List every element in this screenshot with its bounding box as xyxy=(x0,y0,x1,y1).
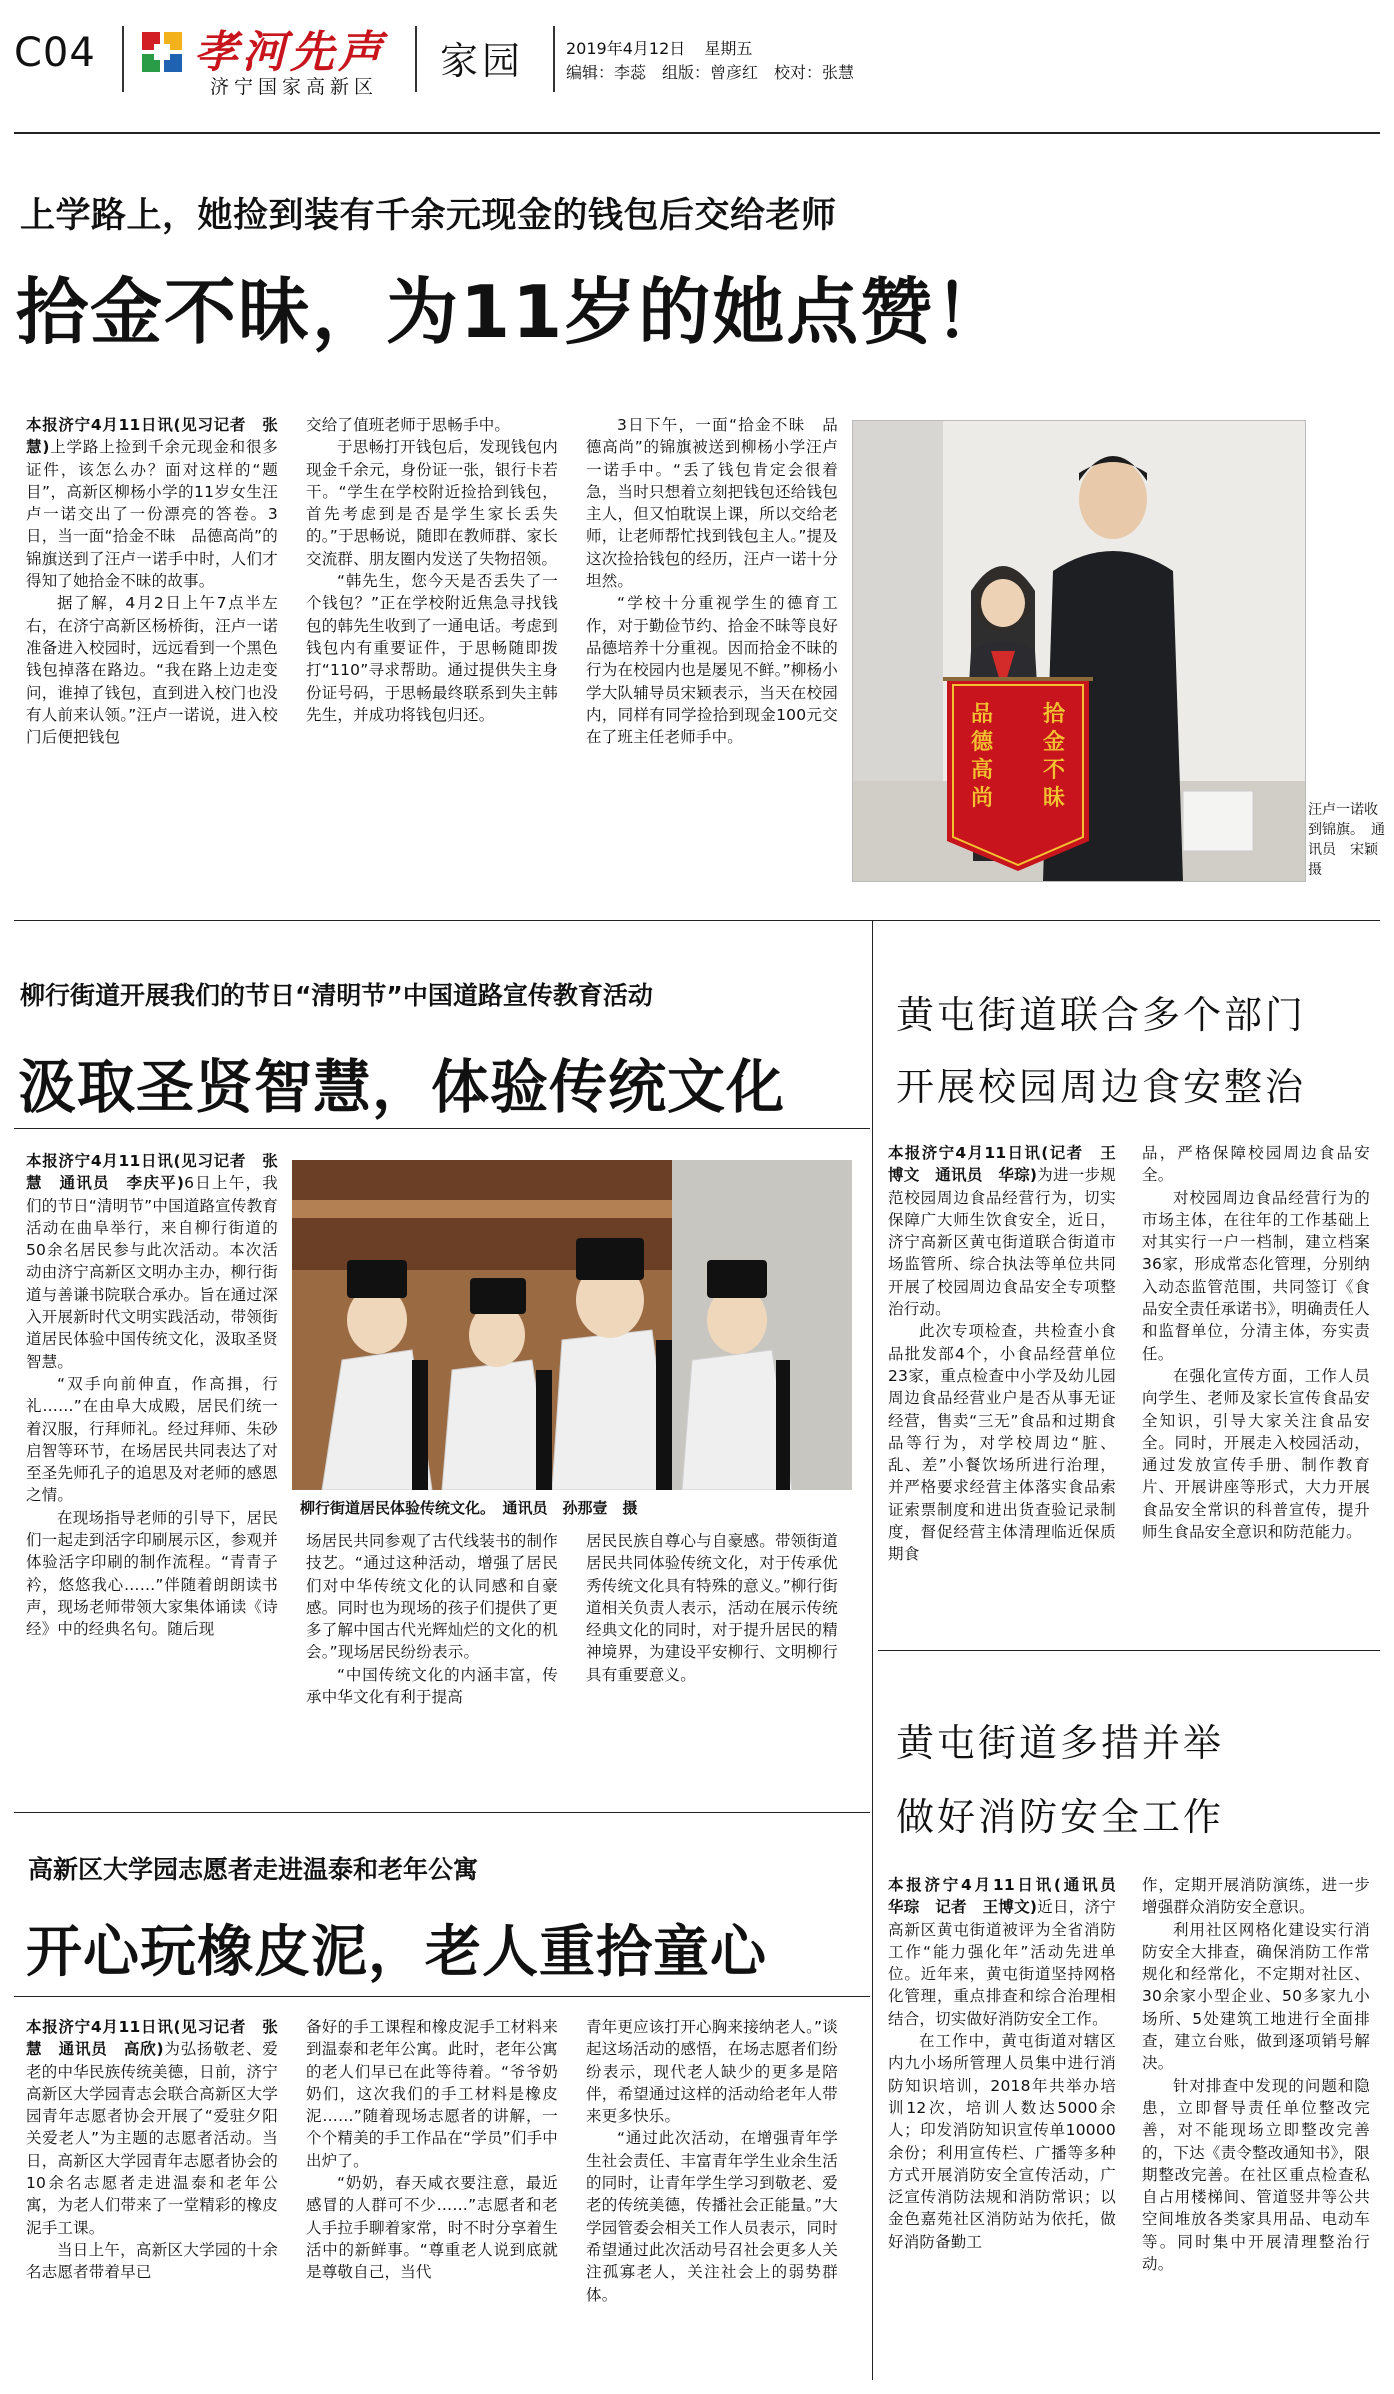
article1-paragraph: “学校十分重视学生的德育工作，对于勤俭节约、拾金不昧等良好品德培养十分重视。因而拾金不昧的行为在校园内也是屡见不鲜。”柳杨小学大队辅导员宋颖表示，当天在校园内，同样有同学捡拾到现金100元交在了班主任老师手中。 xyxy=(586,594,838,747)
article3-paragraph: 品，严格保障校园周边食品安全。 xyxy=(1142,1144,1370,1185)
article2-photo-caption: 柳行街道居民体验传统文化。 通讯员 孙那壹 摄 xyxy=(300,1499,638,1517)
issue-date xyxy=(566,36,752,59)
masthead-divider-3 xyxy=(553,26,555,92)
article5-column-3 xyxy=(586,2016,838,2306)
article2-paragraph: 居民民族自尊心与自豪感。带领街道居民共同体验传统文化，对于传承优秀传统文化具有特殊的意义。”柳行街道相关负责人表示，活动在展示传统经典文化的同时，对于提升居民的精神境界，为建设平安柳行、文明柳行具有重要意义。 xyxy=(586,1532,838,1684)
article3-lead: 本报济宁4月11日讯(记者 王博文 通讯员 华琮)为进一步规范校园周边食品经营行为，切实保障广大师生饮食安全，近日，济宁高新区黄屯街道联合街道市场监管所、综合执法等单位共同开展了校园周边食品安全专项整治行动。 xyxy=(888,1144,1116,1319)
article5-column-2 xyxy=(306,2016,558,2284)
article4-title-line2: 做好消防安全工作 xyxy=(896,1795,1225,1839)
article5-kicker: 高新区大学园志愿者走进温泰和老年公寓 xyxy=(28,1855,479,1884)
article2-paragraph: “中国传统文化的内涵丰富，传承中华文化有利于提高 xyxy=(306,1665,558,1707)
article5-title: 开心玩橡皮泥，老人重拾童心 xyxy=(26,1920,767,1985)
article2-kicker: 柳行街道开展我们的节日“清明节”中国道路宣传教育活动 xyxy=(20,981,653,1010)
article3-column-1 xyxy=(888,1142,1116,1566)
article2-photo xyxy=(292,1160,852,1490)
article1-photo-caption: 汪卢一诺收到锦旗。 通讯员 宋颖 摄 xyxy=(1308,802,1392,878)
article3-paragraph: 此次专项检查，共检查小食品批发部4个，小食品经营单位23家，重点检查中小学及幼儿园周边食品经营业户是否从事无证经营，售卖“三无”食品和过期食品等行为，对学校周边“脏、乱、差”小餐饮场所进行治理，并严格要求经营主体落实食品索证索票制度和进出货查验记录制度，督促经营主体清理临近保质期食 xyxy=(888,1322,1116,1564)
article2-paragraph: “双手向前伸直，作高揖，行礼……”在由阜大成殿，居民们统一着汉服，行拜师礼。经过拜师、朱砂启智等环节，在场居民共同表达了对至圣先师孔子的追思及对老师的感恩之情。 xyxy=(26,1374,278,1505)
article2-column-3 xyxy=(586,1530,838,1686)
article4-paragraph: 作，定期开展消防演练，进一步增强群众消防安全意识。 xyxy=(1142,1876,1370,1917)
date-text: 2019年4月12日 xyxy=(566,39,686,58)
article2-column-2 xyxy=(306,1530,558,1708)
masthead-divider-2 xyxy=(415,26,417,92)
masthead-divider-1 xyxy=(122,26,124,92)
article5-title-rule xyxy=(14,1996,870,1997)
article2-bottom-rule xyxy=(14,1812,870,1813)
article2-dateline: 本报济宁4月11日讯(见习记者 张慧 通讯员 李庆平) xyxy=(26,1152,278,1193)
article4-lead: 本报济宁4月11日讯(通讯员 华琮 记者 王博文)近日，济宁高新区黄屯街道被评为全省消防工作“能力强化年”活动先进单位。近年来，黄屯街道坚持网格化管理，重点排查和综合治理相结合，切实做好消防安全工作。 xyxy=(888,1876,1132,2028)
article1-paragraph: “韩先生，您今天是否丢失了一个钱包？”正在学校附近焦急寻找钱包的韩先生收到了一通电话。考虑到钱包内有重要证件，于思畅随即拨打“110”寻求帮助。通过提供失主身份证号码，于思畅最终联系到失主韩先生，并成功将钱包归还。 xyxy=(306,572,558,724)
article4-column-2 xyxy=(1142,1874,1370,2275)
article4-paragraph: 利用社区网格化建设实行消防安全大排查，确保消防工作常规化和经常化，不定期对社区、30余家小型企业、50多家九小场所、5处建筑工地进行全面排查，建立台账，做到逐项销号解决。 xyxy=(1142,1920,1370,2073)
article1-paragraph: 交给了值班老师于思畅手中。 xyxy=(306,416,511,434)
svg-text:尚: 尚 xyxy=(971,786,994,811)
article3-bottom-rule xyxy=(878,1650,1380,1651)
article4-title-line1: 黄屯街道多措并举 xyxy=(896,1721,1225,1765)
article5-lead: 本报济宁4月11日讯(见习记者 张慧 通讯员 高欣)为弘扬敬老、爱老的中华民族传统美德，日前，济宁高新区大学园青志会联合高新区大学园青年志愿者协会开展了“爱驻夕阳 关爱老人”为主题的志愿者活动。当日，高新区大学园青年志愿者协会的10余名志愿者走进温泰和老年公寓，为老人们带来了一堂精彩的橡皮泥手工课。 xyxy=(26,2018,294,2237)
article2-lead: 本报济宁4月11日讯(见习记者 张慧 通讯员 李庆平)6日上午，我们的节日“清明节”中国道路宣传教育活动在曲阜举行，来自柳行街道的50余名居民参与此次活动。本次活动由济宁高新区文明办主办，柳行街道与善谦书院联合承办。旨在通过深入开展新时代文明实践活动，带领街道居民体验中国传统文化，汲取圣贤智慧。 xyxy=(26,1152,279,1371)
masthead-rule xyxy=(14,132,1380,134)
article5-paragraph: “通过此次活动，在增强青年学生社会责任、丰富青年学生业余生活的同时，让青年学生学习到敬老、爱老的传统美德，传播社会正能量。”大学园管委会相关工作人员表示，同时希望通过此次活动号召社会更多人关注孤寡老人，关注社会上的弱势群体。 xyxy=(586,2129,838,2304)
column-divider xyxy=(872,920,873,2380)
article1-dateline: 本报济宁4月11日讯(见习记者 张慧) xyxy=(26,416,278,457)
article1-paragraph: 3日下午，一面“拾金不昧 品德高尚”的锦旗被送到柳杨小学汪卢一诺手中。“丢了钱包肯定会很着急，当时只想着立刻把钱包还给钱包主人，但又怕耽误上课，所以交给老师，让老师帮忙找到钱包主人。”提及这次捡拾钱包的经历，汪卢一诺十分坦然。 xyxy=(586,416,838,591)
article3-paragraph: 在强化宣传方面，工作人员向学生、老师及家长宣传食品安全知识，引导大家关注食品安全。同时，开展走入校园活动，通过发放宣传手册、制作教育片、开展讲座等形式，大力开展食品安全常识的科普宣传，提升师生食品安全意识和防范能力。 xyxy=(1142,1366,1370,1542)
article4-paragraph: 针对排查中发现的问题和隐患，立即督导责任单位整改完善，对不能现场立即整改完善的，下达《责令整改通知书》，限期整改完善。在社区重点检查私自占用楼梯间、管道竖井等公共空间堆放各类家具用品、电动车等。同时集中开展清理整治行动。 xyxy=(1142,2076,1370,2274)
article2-title: 汲取圣贤智慧，体验传统文化 xyxy=(18,1053,786,1121)
page-number: C04 xyxy=(14,30,96,76)
svg-text:德: 德 xyxy=(971,730,994,755)
article3-title-line2: 开展校园周边食安整治 xyxy=(896,1065,1307,1109)
article1-photo xyxy=(852,420,1306,882)
article1-column-1 xyxy=(26,414,278,748)
svg-text:高: 高 xyxy=(971,758,994,783)
article5-paragraph: “奶奶，春天咸衣要注意，最近感冒的人群可不少……”志愿者和老人手拉手聊着家常，时不时分享着生活中的新鲜事。“尊重老人说到底就是尊敬自己，当代 xyxy=(306,2174,558,2282)
article1-bottom-rule xyxy=(14,920,1380,921)
article5-paragraph: 青年更应该打开心胸来接纳老人。”谈起这场活动的感悟，在场志愿者们纷纷表示，现代老人缺少的更多是陪伴，希望通过这样的活动给老年人带来更多快乐。 xyxy=(586,2018,838,2126)
svg-text:不: 不 xyxy=(1043,758,1066,783)
article4-paragraph: 在工作中，黄屯街道对辖区内九小场所管理人员集中进行消防知识培训，2018年共举办培训12次，培训人数达5000余人；印发消防知识宣传单10000余份；利用宣传栏、广播等多种方式开展消防安全宣传活动，广泛宣传消防法规和消防常识；以金色嘉苑社区消防站为依托，做好消防备勤工 xyxy=(888,2032,1116,2251)
paper-subtitle: 济宁国家高新区 xyxy=(210,76,379,98)
article5-paragraph: 备好的手工课程和橡皮泥手工材料来到温泰和老年公寓。此时，老年公寓的老人们早已在此等待着。“爷爷奶奶们，这次我们的手工材料是橡皮泥……”随着现场志愿者的讲解，一个个精美的手工作品在“学员”们手中出炉了。 xyxy=(306,2018,558,2170)
article3-paragraph: 对校园周边食品经营行为的市场主体，在往年的工作基础上对其实行一户一档制，建立档案36家，形成常态化管理，分别纳入动态监管范围，共同签订《食品安全责任承诺书》，明确责任人和监督单位，分清主体，夯实责任。 xyxy=(1142,1188,1370,1363)
article1-lead: 本报济宁4月11日讯(见习记者 张慧)上学路上捡到千余元现金和很多证件，该怎么办？面对这样的“题目”，高新区柳杨小学的11岁女生汪卢一诺交出了一份漂亮的答卷。3日，当一面“拾金不昧 品德高尚”的锦旗送到了汪卢一诺手中时，人们才得知了她拾金不昧的故事。 xyxy=(26,416,278,591)
article1-column-2 xyxy=(306,414,558,726)
article4-column-1 xyxy=(888,1874,1132,2253)
article5-dateline: 本报济宁4月11日讯(见习记者 张慧 通讯员 高欣) xyxy=(26,2018,278,2059)
article1-column-3 xyxy=(586,414,838,748)
article2-title-rule xyxy=(14,1128,870,1129)
staff-credits: 编辑：李蕊 组版：曾彦红 校对：张慧 xyxy=(566,63,855,82)
article1-paragraph: 据了解，4月2日上午7点半左右，在济宁高新区杨桥街，汪卢一诺准备进入校园时，远远看到一个黑色钱包掉落在路边。“我在路上边走变问，谁掉了钱包，直到进入校门也没有人前来认领。”汪卢一诺说，进入校门后便把钱包 xyxy=(26,594,278,747)
paper-logo-icon xyxy=(140,30,184,74)
article2-paragraph: 在现场指导老师的引导下，居民们一起走到活字印刷展示区，参观并体验活字印刷的制作流程。“青青子衿，悠悠我心……”伴随着朗朗读书声，现场老师带领大家集体诵读《诗经》中的经典名句。随后现 xyxy=(26,1508,278,1639)
article3-column-2 xyxy=(1142,1142,1370,1543)
article5-column-1 xyxy=(26,2016,294,2284)
svg-text:昧: 昧 xyxy=(1043,786,1066,811)
article3-dateline: 本报济宁4月11日讯(记者 王博文 通讯员 华琮) xyxy=(888,1144,1116,1185)
article1-kicker: 上学路上，她捡到装有千余元现金的钱包后交给老师 xyxy=(20,196,837,236)
article5-paragraph: 当日上午，高新区大学园的十余名志愿者带着早已 xyxy=(26,2240,278,2282)
svg-text:品: 品 xyxy=(971,702,994,727)
article4-dateline: 本报济宁4月11日讯(通讯员 华琮 记者 王博文) xyxy=(888,1876,1132,1917)
svg-text:金: 金 xyxy=(1043,730,1066,755)
article1-paragraph: 于思畅打开钱包后，发现钱包内现金千余元，身份证一张，银行卡若干。“学生在学校附近捡拾到钱包，首先考虑到是否是学生家长丢失的。”于思畅说，随即在教师群、家长交流群、朋友圈内发送了失物招领。 xyxy=(306,438,558,568)
article2-paragraph: 场居民共同参观了古代线装书的制作技艺。“通过这种活动，增强了居民们对中华传统文化的认同感和自豪感。同时也为现场的孩子们提供了更多了解中国古代光辉灿烂的文化的机会。”现场居民纷纷表示。 xyxy=(306,1532,558,1662)
article1-title: 拾金不昧，为11岁的她点赞！ xyxy=(16,270,1009,354)
svg-text:拾: 拾 xyxy=(1043,702,1066,727)
weekday-text: 星期五 xyxy=(704,39,753,58)
section-name: 家园 xyxy=(440,39,525,83)
article2-column-1 xyxy=(26,1150,278,1641)
article3-title-line1: 黄屯街道联合多个部门 xyxy=(896,993,1307,1037)
paper-name: 孝河先声 xyxy=(194,28,386,77)
